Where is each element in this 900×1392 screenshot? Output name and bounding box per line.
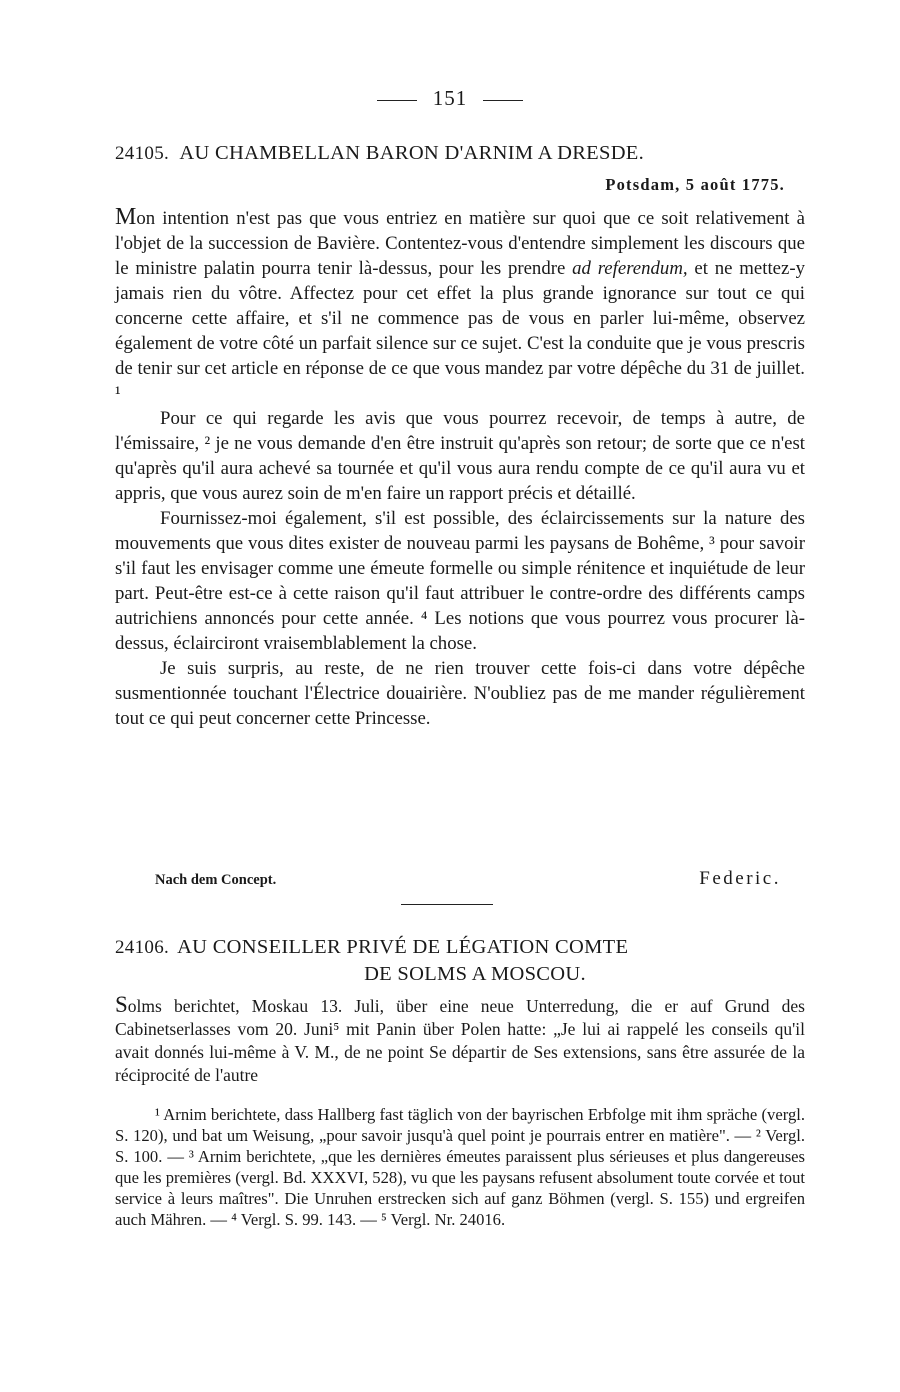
paragraph: Fournissez-moi également, s'il est possible, des éclaircissements sur la nature des mouvements que vous dites exister de nouveau parmi les paysans de Bohême, ³ pour savoir s'il faut les envisager comme une émeute formelle ou simple rénitence et inquiétude de leur part. Peut-être est-ce à cette raison qu'il faut attribuer le contre-ordre des différents camps autrichiens annoncés pour cette année. ⁴ Les notions que vous pourrez vous procurer là-dessus, éclairciront vraisemblablement la chose. (115, 508, 805, 654)
paragraph (115, 205, 805, 406)
dateline: Potsdam, 5 août 1775. (605, 175, 785, 194)
letter-heading (115, 142, 785, 165)
initial-letter: S (115, 992, 128, 1017)
header-rule-right (483, 100, 523, 101)
letter-number: 24105. (115, 143, 170, 164)
letter-number-2: 24106. (115, 937, 170, 958)
section-divider (401, 904, 493, 905)
page-number: 151 (432, 86, 468, 110)
paragraph-text: et ne mettez-y jamais rien du vôtre. Affectez pour cet effet la plus grande ignorance sur tout ce qui concerne cette affaire, et s'il ne commence pas de vous en parler lui-même, observez également de votre côté un parfait silence sur ce sujet. C'est la conduite que je vous prescris de tenir sur cet article en réponse de ce que vous mandez par votre dépêche du 31 de juillet. ¹ (115, 258, 805, 404)
initial-letter: M (115, 204, 137, 230)
letter-title-2: AU CONSEILLER PRIVÉ DE LÉGATION COMTE (177, 936, 629, 958)
paragraph: Je suis surpris, au reste, de ne rien trouver cette fois-ci dans votre dépêche susmentionnée touchant l'Électrice douairière. N'oubliez pas de me mander régulièrement tout ce qui peut concerner cette Princesse. (115, 658, 805, 729)
letter-title-line1 (115, 934, 805, 961)
page-header (0, 86, 900, 111)
letter-body-2 (115, 993, 805, 1087)
italic-phrase: ad referendum, (572, 258, 688, 279)
footnote-text: ¹ Arnim berichtete, dass Hallberg fast täglich von der bayrischen Erbfolge mit ihm spräche (vergl. S. 120), und bat um Weisung, „pour savoir jusqu'à quel point je pourrais entrer en matière". — ² Vergl. S. 100. — ³ Arnim berichtete, „que les dernières émeutes paraissent plus sérieuses et plus dangereuses que les premières (vergl. Bd. XXXVI, 528), vu que les paysans refusent absolument toute corvée et tout service à leurs maîtres". Die Unruhen erstrecken sich auf ganz Böhmen (vergl. S. 155) und ergreifen auch Mähren. — ⁴ Vergl. S. 99. 143. — ⁵ Vergl. Nr. 24016. (115, 1105, 805, 1229)
paragraph-text: on intention n'est pas que vous entriez en matière sur quoi que ce soit relativement à l'objet de la succession de Bavière. Contentez-vous d'entendre simplement les discours que le ministre palatin pourra tenir là-dessus, pour les prendre (115, 208, 805, 279)
signature-row (155, 868, 781, 890)
paragraph (115, 993, 805, 1087)
paragraph: Pour ce qui regarde les avis que vous pourrez recevoir, de temps à autre, de l'émissaire, ² je ne vous demande d'en être instruit qu'après son retour; de sorte que ce n'est qu'après qu'il aura achevé sa tournée et qu'il vous aura rendu compte de ce qu'il aura vu et appris, que vous aurez soin de m'en faire un rapport précis et détaillé. (115, 408, 805, 504)
paragraph-text: olms berichtet, Moskau 13. Juli, über eine neue Unterredung, die er auf Grund des Cabinetserlasses vom 20. Juni⁵ mit Panin über Polen hatte: „Je lui ai rappelé les conseils qu'il avait donnés lui-même à V. M., de ne point Se départir de Ses extensions, sans être assurée de la réciprocité de l'autre (115, 996, 805, 1085)
header-rule-left (377, 100, 417, 101)
footnotes (115, 1104, 805, 1230)
signature: Federic. (699, 868, 781, 889)
letter-title-line2: DE SOLMS A MOSCOU. (364, 963, 586, 985)
letter-title: AU CHAMBELLAN BARON D'ARNIM A DRESDE. (179, 142, 645, 164)
letter-body (115, 205, 805, 731)
source-note: Nach dem Concept. (155, 872, 277, 888)
letter-heading-2 (115, 934, 805, 987)
